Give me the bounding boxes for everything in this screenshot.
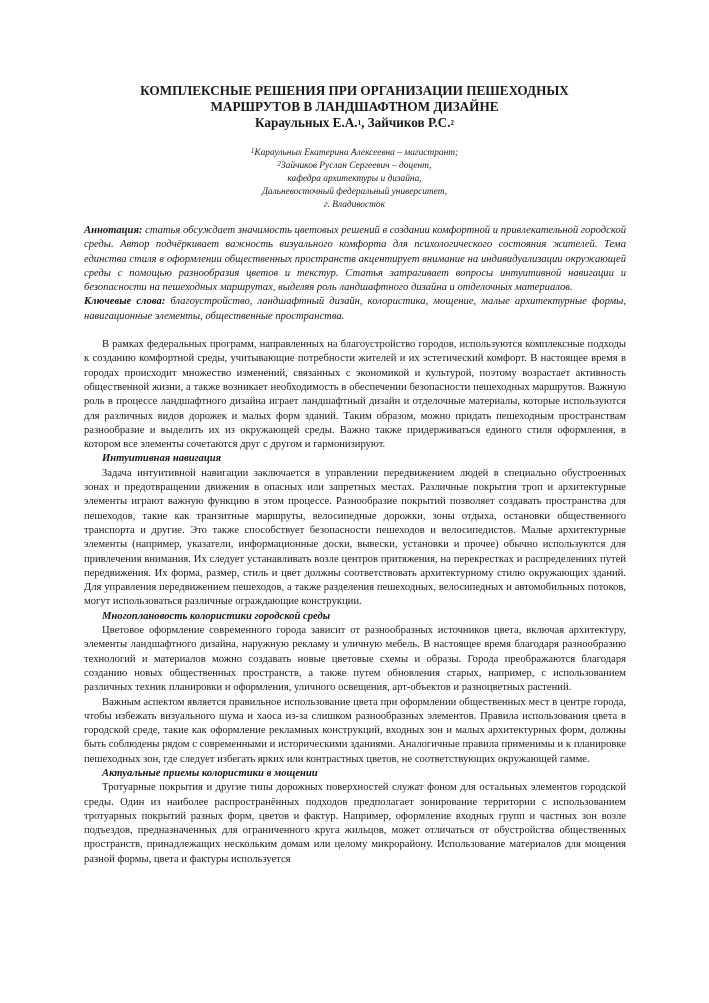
abstract xyxy=(84,224,626,295)
section-heading-paving: Актуальные приемы колористики в мощении xyxy=(102,767,318,779)
author-1-mark: 1 xyxy=(357,118,362,127)
author-separator: , xyxy=(361,115,368,130)
author-1: Караульных Е.А. xyxy=(255,115,358,130)
author-2: Зайчиков Р.С. xyxy=(367,115,451,130)
author-2-mark: 2 xyxy=(450,118,454,127)
coloristics-paragraph-2: Важным аспектом является правильное использование цвета при оформлении общественных мест в центре города, чтобы избежать визуального шума и хаоса из-за слишком разнообразных элементов. Правила использования цвета в городской среде, такие как оформление рекламных конструкций, входных зон и малых архитектурных форм, должны быть соблюдены рядом с современными и историческими зданиями. Аналогичные правила применимы и к планировке пешеходных зон, где следует избегать ярких или контрастных цветов, не соответствующих окружающей гамме. xyxy=(84,696,626,765)
paving-paragraph: Тротуарные покрытия и другие типы дорожных поверхностей служат фоном для остальных элементов городской среды. Один из наиболее распространённых подходов предполагает зонирование территории с использованием тротуарных покрытий разных форм, цветов и фактур. Например, оформление входных групп и частных зон возле подъездов, предназначенных для ограниченного круга жильцов, может отличаться от обустройства общественных пространств, принадлежащих нескольким домам или целому микрорайону. Использование материалов для мощения разной формы, цвета и фактуры используется xyxy=(84,782,626,865)
affiliation-line-2 xyxy=(200,160,509,173)
abstract-text: статья обсуждает значимость цветовых решений в создании комфортной и привлекательной городской среды. Автор подчёркивает важность визуального комфорта для психологического состояния жителей. Тема единства стиля в оформлении общественных пространств акцентирует внимание на индивидуализации окружающей среды с помощью разнообразия цветов и текстур. Статья затрагивает вопросы интуитивной навигации и безопасности на пешеходных маршрутах, выделяя роль ландшафтного дизайна и отделочных материалов. xyxy=(84,225,626,294)
title-line-1: КОМПЛЕКСНЫЕ РЕШЕНИЯ ПРИ ОРГАНИЗАЦИИ ПЕШЕХОДНЫХ xyxy=(140,83,569,98)
section-heading-coloristics: Многоплановость колористики городской среды xyxy=(102,610,331,622)
affiliation-line-3: кафедра архитектуры и дизайна, xyxy=(287,174,422,184)
keywords-text: благоустройство, ландшафтный дизайн, колористика, мощение, малые архитектурные формы, навигационные элементы, общественные пространства. xyxy=(84,296,626,322)
affiliation-line-1 xyxy=(200,147,509,160)
affiliation-text-2: Зайчиков Руслан Сергеевич – доцент, xyxy=(281,161,432,171)
affiliation-line-4: Дальневосточный федеральный университет, xyxy=(261,187,448,197)
coloristics-paragraph-1: Цветовое оформление современного города зависит от разнообразных источников цвета, включая архитектуру, элементы ландшафтного дизайна, наружную рекламу и уличную мебель. В настоящее время благодаря разнообразию технологий и материалов можно создавать новые цветовые схемы и образы. Города преображаются благодаря созданию новых общественных пространств, а также путем обновления старых, например, с использованием различных техник планировки и оформления, уличного освещения, арт-объектов и разноцветных растений. xyxy=(84,625,626,694)
navigation-paragraph: Задача интуитивной навигации заключается в управлении передвижением людей в специально обустроенных зонах и предотвращении движения в опасных или запретных местах. Различные покрытия троп и архитектурные элементы играют важную функцию в этом процессе. Разнообразие покрытий позволяет создавать пространства для пешеходов, такие как транзитные маршруты, велосипедные дорожки, зоны отдыха, остановки общественного транспорта и другие. Это также способствует безопасности пешеходов и велосипедистов. Малые архитектурные элементы (например, указатели, информационные доски, вывески, установки и прочее) обычно используются для привлечения внимания. Их следует устанавливать возле центров притяжения, на перекрестках и распределениях путей передвижения. Их форма, размер, стиль и цвет должны соответствовать архитектурному стилю окружающих зданий. Для управления передвижением пешеходов, а также разделения пешеходных, велосипедных и автомобильных потоков, могут использоваться различные ограждающие конструкции. xyxy=(84,467,626,608)
affiliation-line-5: г. Владивосток xyxy=(324,200,385,210)
title-line-2: МАРШРУТОВ В ЛАНДШАФТНОМ ДИЗАЙНЕ xyxy=(210,99,499,114)
affiliation-mark-2: 2 xyxy=(277,159,281,168)
affiliation-block xyxy=(200,147,509,212)
paper-body xyxy=(84,224,626,867)
affiliation-mark-1: 1 xyxy=(250,146,255,155)
keywords xyxy=(84,295,626,324)
affiliation-text-1: Караульных Екатерина Алексеевна – магистрант; xyxy=(254,148,459,158)
keywords-label: Ключевые слова: xyxy=(84,296,166,308)
intro-paragraph: В рамках федеральных программ, направленных на благоустройство городов, используются комплексные подходы к созданию комфортной среды, учитывающие потребности жителей и их эстетический комфорт. В настоящее время в городах происходит множество изменений, связанных с экономикой и культурой, поэтому возрастает активность общественной жизни, а также возникает необходимость в обеспечении безопасности пешеходных маршрутов. Важную роль в процессе ландшафтного дизайна играет ландшафтный дизайн и отделочные материалы, которые используются для различных видов дорожек и малых форм зданий. Таким образом, можно придать пешеходным пространствам разнообразие и выделить их из окружающей среды. Важно также придерживаться единого стиля оформления, в котором все элементы сочетаются друг с другом и гармонизируют. xyxy=(84,339,626,451)
authors-line xyxy=(84,115,625,131)
abstract-label: Аннотация: xyxy=(84,225,143,236)
section-heading-navigation: Интуитивная навигация xyxy=(102,453,222,465)
paper-title xyxy=(84,83,625,131)
